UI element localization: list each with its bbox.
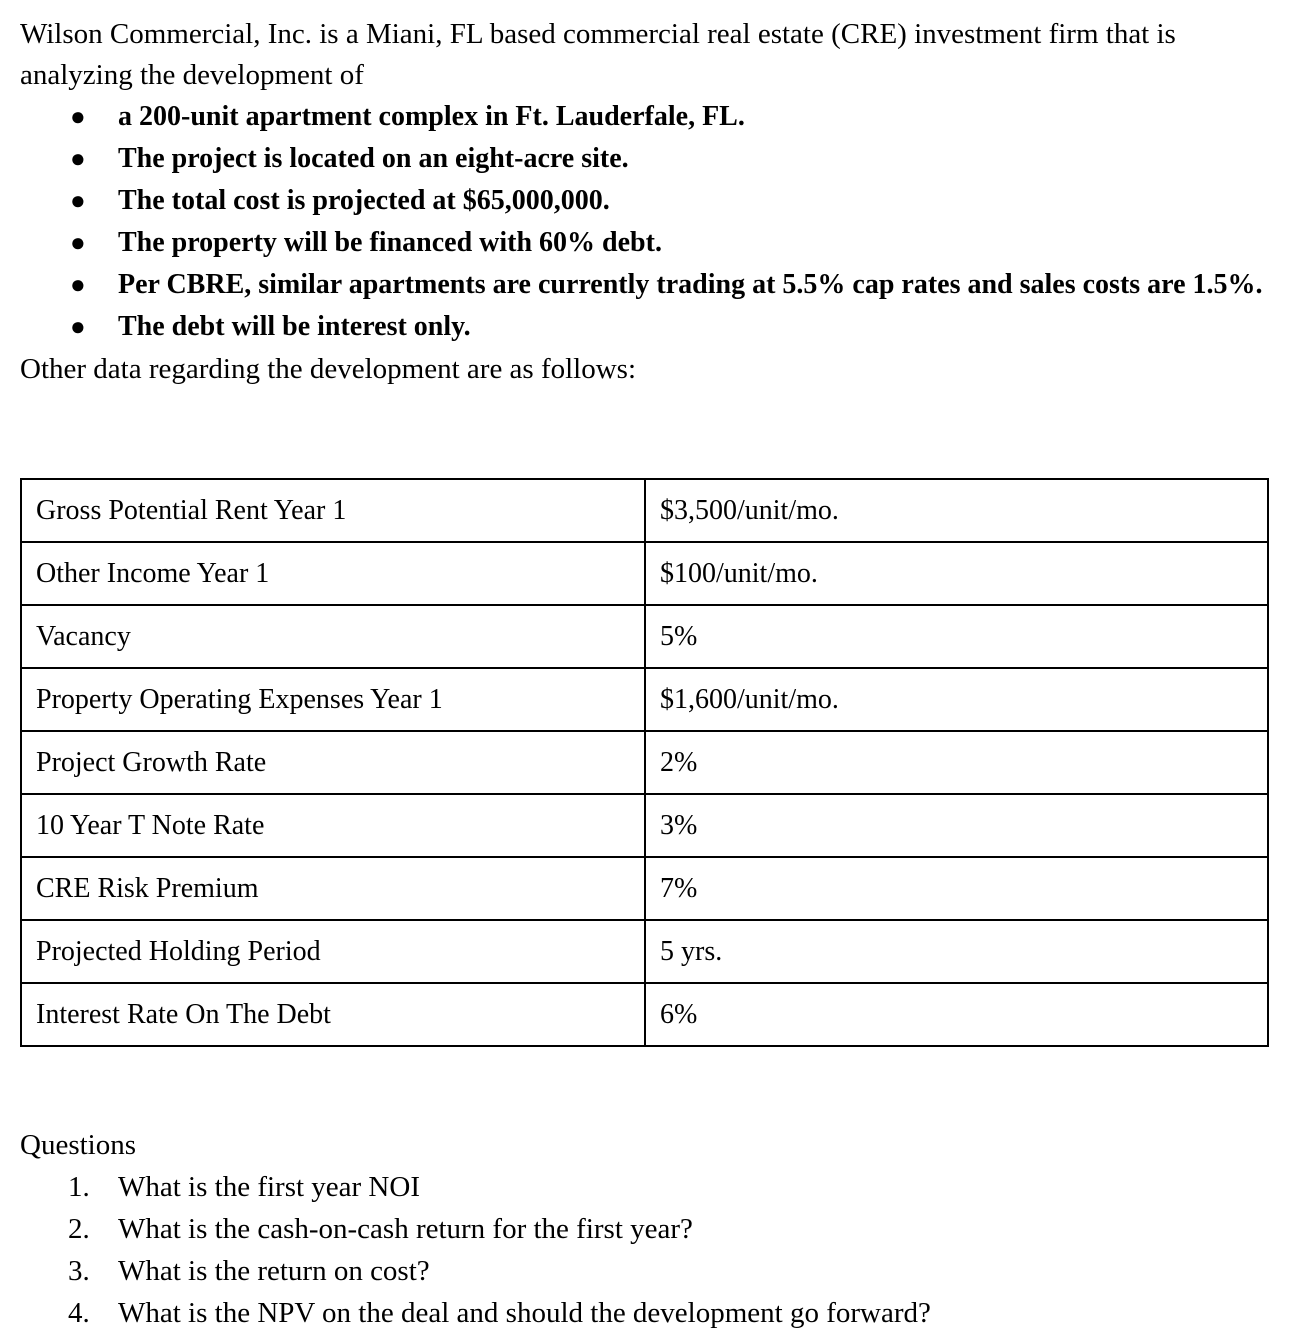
table-row: [21, 983, 1268, 1046]
bullet-item: [20, 264, 1276, 306]
table-row: [21, 731, 1268, 794]
row-value: 3%: [645, 794, 1268, 857]
row-label: Other Income Year 1: [21, 542, 645, 605]
bullet-icon: ●: [70, 312, 86, 341]
question-item: [20, 1250, 931, 1292]
bullet-text: Per CBRE, similar apartments are currently trading at 5.5% cap rates and sales costs are 1.5%.: [118, 269, 1263, 300]
row-label: CRE Risk Premium: [21, 857, 645, 920]
bullet-text: a 200-unit apartment complex in Ft. Lauderfale, FL.: [118, 101, 745, 132]
question-item: [20, 1166, 931, 1208]
bullet-item: [20, 180, 1276, 222]
row-label: 10 Year T Note Rate: [21, 794, 645, 857]
row-label: Project Growth Rate: [21, 731, 645, 794]
question-text: What is the cash-on-cash return for the first year?: [118, 1213, 693, 1245]
row-value: 5 yrs.: [645, 920, 1268, 983]
table-row: [21, 542, 1268, 605]
question-number: 4.: [68, 1297, 90, 1329]
row-label: Interest Rate On The Debt: [21, 983, 645, 1046]
question-text: What is the first year NOI: [118, 1171, 420, 1203]
bullet-icon: ●: [70, 270, 86, 299]
bullet-text: The property will be financed with 60% debt.: [118, 227, 662, 258]
question-item: [20, 1208, 931, 1250]
row-value: $100/unit/mo.: [645, 542, 1268, 605]
row-label: Property Operating Expenses Year 1: [21, 668, 645, 731]
row-value: 6%: [645, 983, 1268, 1046]
question-item: [20, 1292, 931, 1334]
row-label: Gross Potential Rent Year 1: [21, 479, 645, 542]
bullet-item: [20, 306, 1276, 348]
bullet-icon: ●: [70, 144, 86, 173]
bullet-text: The debt will be interest only.: [118, 311, 471, 342]
bullet-item: [20, 138, 1276, 180]
question-number: 2.: [68, 1213, 90, 1245]
table-row: [21, 605, 1268, 668]
row-value: 2%: [645, 731, 1268, 794]
bullet-icon: ●: [70, 186, 86, 215]
row-label: Projected Holding Period: [21, 920, 645, 983]
table-row: [21, 857, 1268, 920]
question-number: 1.: [68, 1171, 90, 1203]
development-data-table: [20, 478, 1269, 1047]
row-value: 7%: [645, 857, 1268, 920]
question-text: What is the return on cost?: [118, 1255, 430, 1287]
questions-heading: Questions: [20, 1129, 136, 1161]
project-facts-list: [20, 96, 1276, 348]
table-row: [21, 479, 1268, 542]
bullet-icon: ●: [70, 102, 86, 131]
other-data-intro: Other data regarding the development are as follows:: [20, 353, 637, 385]
table-row: [21, 920, 1268, 983]
bullet-text: The total cost is projected at $65,000,000.: [118, 185, 610, 216]
row-label: Vacancy: [21, 605, 645, 668]
question-text: What is the NPV on the deal and should the development go forward?: [118, 1297, 931, 1329]
intro-paragraph: Wilson Commercial, Inc. is a Miani, FL based commercial real estate (CRE) investment firm that is analyzing the development of: [20, 18, 1176, 91]
row-value: $3,500/unit/mo.: [645, 479, 1268, 542]
questions-section: [20, 1124, 931, 1334]
table-row: [21, 794, 1268, 857]
questions-list: [20, 1166, 931, 1334]
bullet-item: [20, 222, 1276, 264]
question-number: 3.: [68, 1255, 90, 1287]
table-row: [21, 668, 1268, 731]
bullet-text: The project is located on an eight-acre site.: [118, 143, 629, 174]
bullet-icon: ●: [70, 228, 86, 257]
row-value: $1,600/unit/mo.: [645, 668, 1268, 731]
row-value: 5%: [645, 605, 1268, 668]
document: [20, 14, 1276, 1329]
bullet-item: [20, 96, 1276, 138]
